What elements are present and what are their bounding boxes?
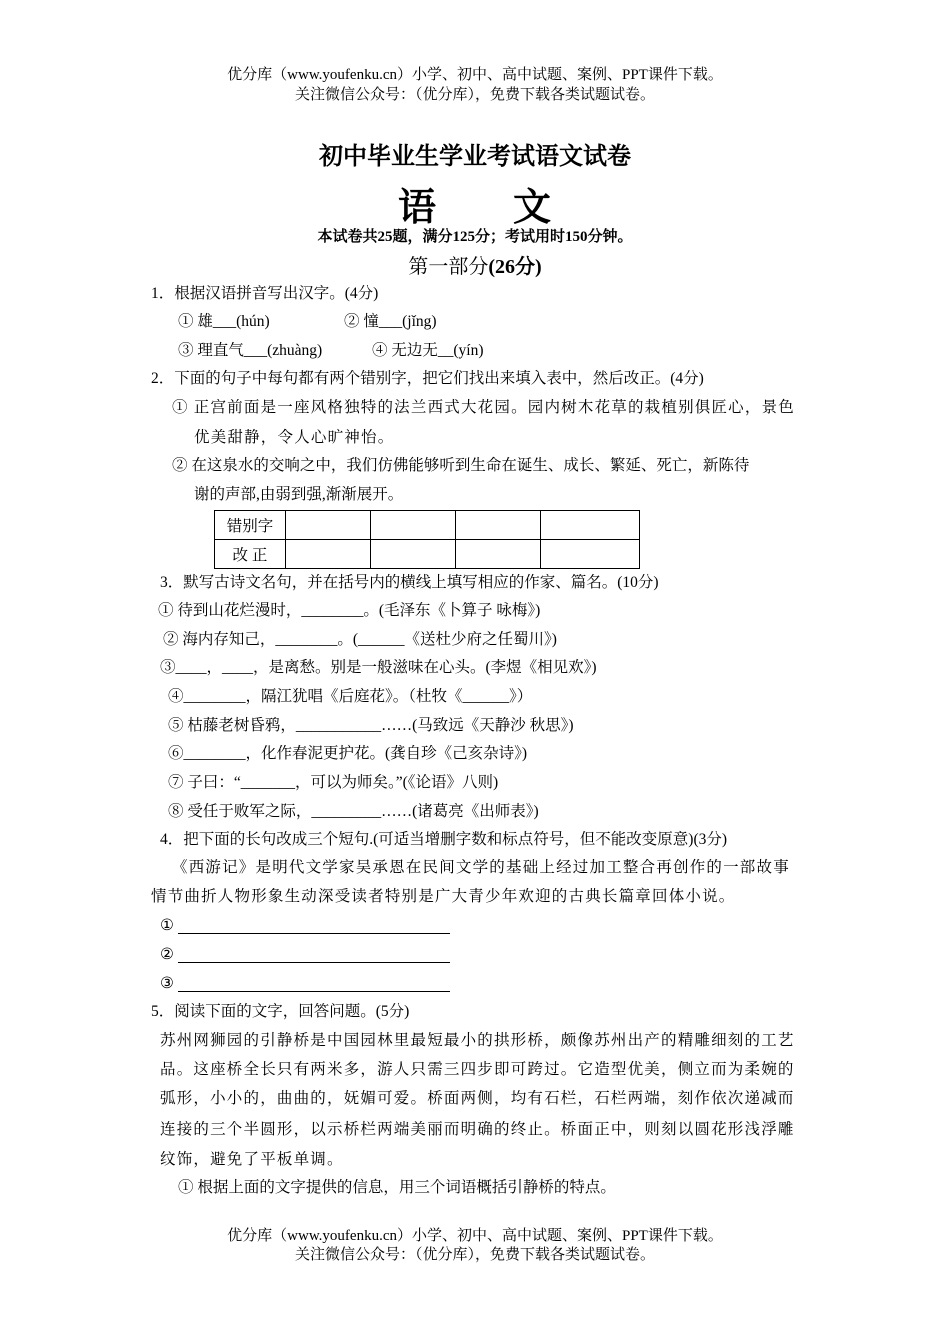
q5-sub-question-1: ① 根据上面的文字提供的信息，用三个词语概括引静桥的特点。 — [178, 1179, 616, 1196]
q1-item-d: ④ 无边无__(yín) — [372, 342, 484, 359]
subject-heading — [0, 176, 950, 231]
exam-info: 本试卷共25题，满分125分；考试用时150分钟。 — [317, 229, 633, 245]
q3-stem: 3．默写古诗文名句，并在括号内的横线上填写相应的作家、篇名。(10分) — [160, 574, 659, 591]
table-cell[interactable] — [286, 540, 371, 569]
q3-line-8: ⑧ 受任于败军之际，_________……(诸葛亮《出师表》) — [168, 803, 539, 820]
table-cell[interactable] — [286, 511, 371, 540]
q3-line-1: ① 待到山花烂漫时，________。(毛泽东《卜算子 咏梅》) — [158, 602, 541, 619]
q1-item-b: ② 憧___(jǐng) — [344, 313, 437, 330]
table-cell[interactable] — [541, 540, 640, 569]
q3-line-6: ⑥________，化作春泥更护花。(龚自珍《己亥杂诗》) — [168, 745, 528, 762]
q1-item-a: ① 雄___(hún) — [178, 313, 270, 330]
q5-passage-2: 品。这座桥全长只有两米多，游人只需三四步即可跨过。它造型优美，侧立而为柔婉的 — [160, 1061, 795, 1078]
q4-answer-line-3[interactable] — [178, 991, 450, 992]
table-cell[interactable] — [541, 511, 640, 540]
table-cell[interactable] — [456, 511, 541, 540]
table-row — [215, 511, 640, 540]
table-label-wrong-char: 错别字 — [215, 511, 286, 540]
q4-answer-line-1[interactable] — [178, 933, 450, 934]
table-cell[interactable] — [371, 511, 456, 540]
q5-passage-5: 纹饰，避免了平板单调。 — [160, 1151, 344, 1168]
q1-item-c: ③ 理直气___(zhuàng) — [178, 342, 323, 359]
q4-answer-marker-1: ① — [160, 917, 174, 934]
q3-line-2: ② 海内存知己，________。(______《送杜少府之任蜀川》) — [163, 631, 557, 648]
table-cell[interactable] — [456, 540, 541, 569]
q2-sentence-1a: ① 正宫前面是一座风格独特的法兰西式大花园。园内树木花草的栽植别俱匠心，景色 — [172, 399, 795, 416]
exam-title: 初中毕业生学业考试语文试卷 — [319, 144, 631, 170]
q4-stem: 4．把下面的长句改成三个短句.(可适当增删字数和标点符号，但不能改变原意)(3分) — [160, 831, 728, 848]
q5-passage-3: 弧形，小小的，曲曲的，妩媚可爱。桥面两侧，均有石栏，石栏两端，刻作依次递减而 — [160, 1090, 795, 1107]
subject-char-right: 文 — [513, 187, 553, 229]
page-footer-line-2: 关注微信公众号：（优分库），免费下载各类试题试卷。 — [294, 1247, 655, 1263]
q2-sentence-2a: ② 在这泉水的交响之中，我们仿佛能够听到生命在诞生、成长、繁延、死亡，新陈待 — [172, 457, 750, 474]
table-row — [215, 540, 640, 569]
page-footer-line-1: 优分库（www.youfenku.cn）小学、初中、高中试题、案例、PPT课件下载。 — [227, 1228, 723, 1244]
q3-line-4: ④________，隔江犹唱《后庭花》。（杜牧《______》） — [168, 688, 533, 705]
page-header-line-1: 优分库（www.youfenku.cn）小学、初中、高中试题、案例、PPT课件下载。 — [227, 67, 723, 83]
part-score: (26分) — [488, 256, 542, 278]
subject-char-left: 语 — [397, 187, 437, 229]
q4-answer-marker-3: ③ — [160, 975, 174, 992]
q1-stem: 1．根据汉语拼音写出汉字。(4分) — [151, 285, 379, 302]
q4-answer-marker-2: ② — [160, 946, 174, 963]
q2-sentence-2b: 谢的声部,由弱到强,渐渐展开。 — [194, 486, 404, 503]
part-prefix: 第一部分 — [408, 256, 489, 278]
table-label-correction: 改 正 — [215, 540, 286, 569]
q2-answer-table — [214, 510, 640, 569]
q4-passage-1: 《西游记》是明代文学家吴承恩在民间文学的基础上经过加工整合再创作的一部故事 — [172, 859, 790, 876]
table-cell[interactable] — [371, 540, 456, 569]
q5-passage-4: 连接的三个半圆形，以示桥栏两端美丽而明确的终止。桥面正中，则刻以圆花形浅浮雕 — [160, 1121, 795, 1138]
q3-line-3: ③____，____，是离愁。别是一般滋味在心头。(李煜《相见欢》) — [160, 659, 597, 676]
q5-stem: 5．阅读下面的文字，回答问题。(5分) — [151, 1003, 410, 1020]
q3-line-5: ⑤ 枯藤老树昏鸦，___________……(马致远《天静沙 秋思》) — [168, 717, 574, 734]
q4-passage-2: 情节曲折人物形象生动深受读者特别是广大青少年欢迎的古典长篇章回体小说。 — [151, 888, 736, 905]
q4-answer-line-2[interactable] — [178, 962, 450, 963]
part-heading — [0, 250, 950, 279]
q2-stem: 2．下面的句子中每句都有两个错别字，把它们找出来填入表中，然后改正。(4分) — [151, 370, 704, 387]
page-header-line-2: 关注微信公众号：（优分库），免费下载各类试题试卷。 — [294, 87, 655, 103]
q3-line-7: ⑦ 子曰：“_______，可以为师矣。”(《论语》八则) — [168, 774, 499, 791]
q5-passage-1: 苏州网狮园的引静桥是中国园林里最短最小的拱形桥，颇像苏州出产的精雕细刻的工艺 — [160, 1032, 795, 1049]
q2-sentence-1b: 优美甜静，令人心旷神怡。 — [194, 429, 395, 446]
